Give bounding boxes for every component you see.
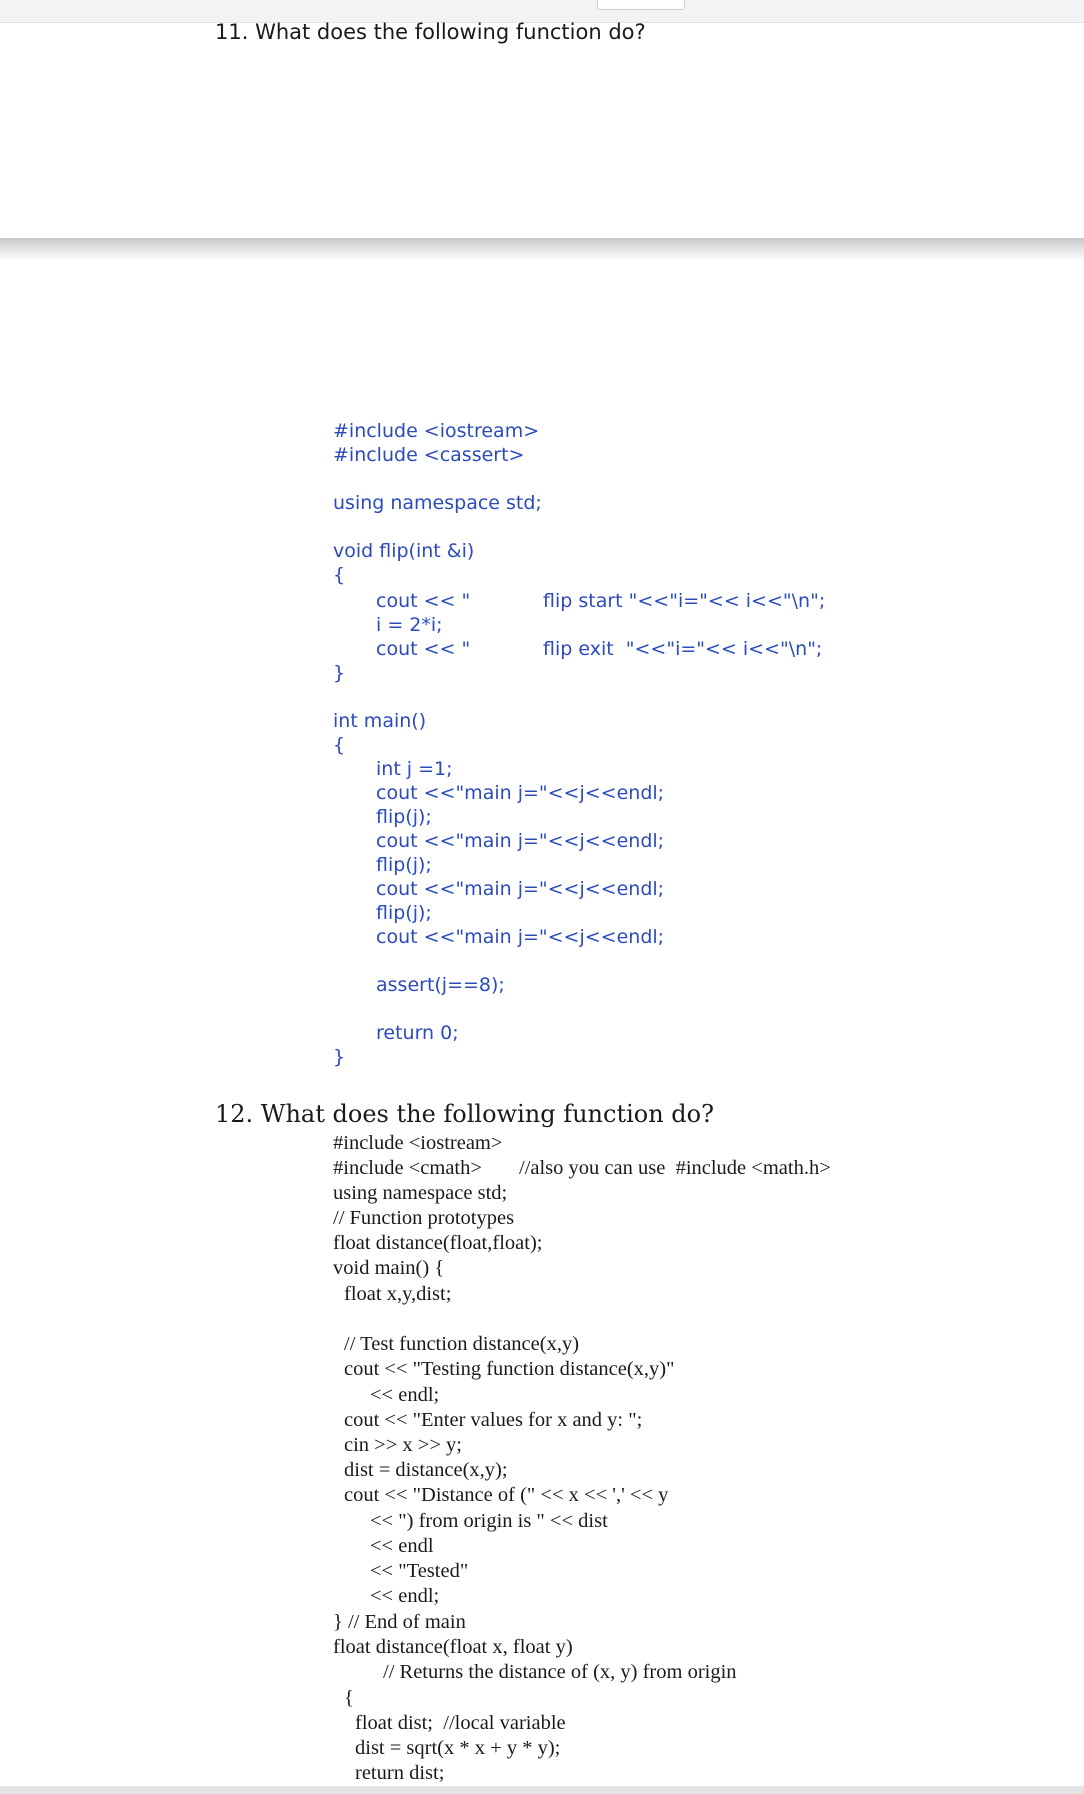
code-line: float distance(float,float); [333, 1232, 543, 1254]
toolbar-button[interactable] [597, 0, 685, 10]
code-line: << endl; [370, 1585, 440, 1607]
code-line: // Test function distance(x,y) [344, 1333, 580, 1355]
code-line: cout <<"main j="<<j<<endl; [376, 878, 665, 900]
code-line: // Returns the distance of (x, y) from origin [383, 1661, 737, 1683]
code-line: return dist; [355, 1762, 445, 1784]
code-line: using namespace std; [333, 492, 542, 514]
code-line: return 0; [376, 1022, 459, 1044]
code-line: flip(j); [376, 806, 432, 828]
code-line: flip(j); [376, 854, 432, 876]
code-line: cout << " [376, 638, 471, 660]
code-line: dist = distance(x,y); [344, 1459, 508, 1481]
code-line: } [333, 662, 346, 684]
code-line: #include <cmath> [333, 1157, 482, 1179]
code-line: << "Tested" [370, 1560, 469, 1582]
code-line: } // End of main [333, 1611, 466, 1633]
code-line: float x,y,dist; [344, 1283, 452, 1305]
code-line: flip start "<<"i="<< i<<"\n"; [543, 590, 826, 612]
code-line: i = 2*i; [376, 614, 443, 636]
question-12-title: 12. What does the following function do? [215, 1100, 714, 1128]
section-divider [0, 238, 1084, 259]
code-line: using namespace std; [333, 1182, 508, 1204]
code-line: cout << "Distance of (" << x << ',' << y [344, 1484, 669, 1506]
code-line: flip(j); [376, 902, 432, 924]
question-11-title: 11. What does the following function do? [215, 20, 646, 44]
code-line: cout << "Testing function distance(x,y)" [344, 1358, 675, 1380]
code-line: flip exit "<<"i="<< i<<"\n"; [543, 638, 823, 660]
code-line: #include <iostream> [333, 420, 540, 442]
code-line: int j =1; [376, 758, 453, 780]
code-line: cin >> x >> y; [344, 1434, 462, 1456]
code-line: void flip(int &i) [333, 540, 475, 562]
code-line: void main() { [333, 1257, 445, 1279]
code-line: { [344, 1687, 354, 1709]
code-line: << ") from origin is " << dist [370, 1510, 608, 1532]
code-line: #include <cassert> [333, 444, 525, 466]
code-line: << endl; [370, 1384, 440, 1406]
bottom-bar [0, 1786, 1084, 1794]
code-line: float dist; //local variable [355, 1712, 566, 1734]
code-line: cout <<"main j="<<j<<endl; [376, 830, 665, 852]
code-line: // Function prototypes [333, 1207, 515, 1229]
code-line: #include <iostream> [333, 1132, 503, 1154]
code-line: { [333, 734, 346, 756]
code-line: cout << " [376, 590, 471, 612]
code-line: cout << "Enter values for x and y: "; [344, 1409, 643, 1431]
code-line: } [333, 1046, 346, 1068]
code-line: float distance(float x, float y) [333, 1636, 573, 1658]
code-line: cout <<"main j="<<j<<endl; [376, 926, 665, 948]
code-line: assert(j==8); [376, 974, 505, 996]
code-line: { [333, 564, 346, 586]
code-line: //also you can use #include <math.h> [519, 1157, 831, 1179]
code-line: dist = sqrt(x * x + y * y); [355, 1737, 561, 1759]
code-line: cout <<"main j="<<j<<endl; [376, 782, 665, 804]
code-line: int main() [333, 710, 427, 732]
code-line: << endl [370, 1535, 434, 1557]
